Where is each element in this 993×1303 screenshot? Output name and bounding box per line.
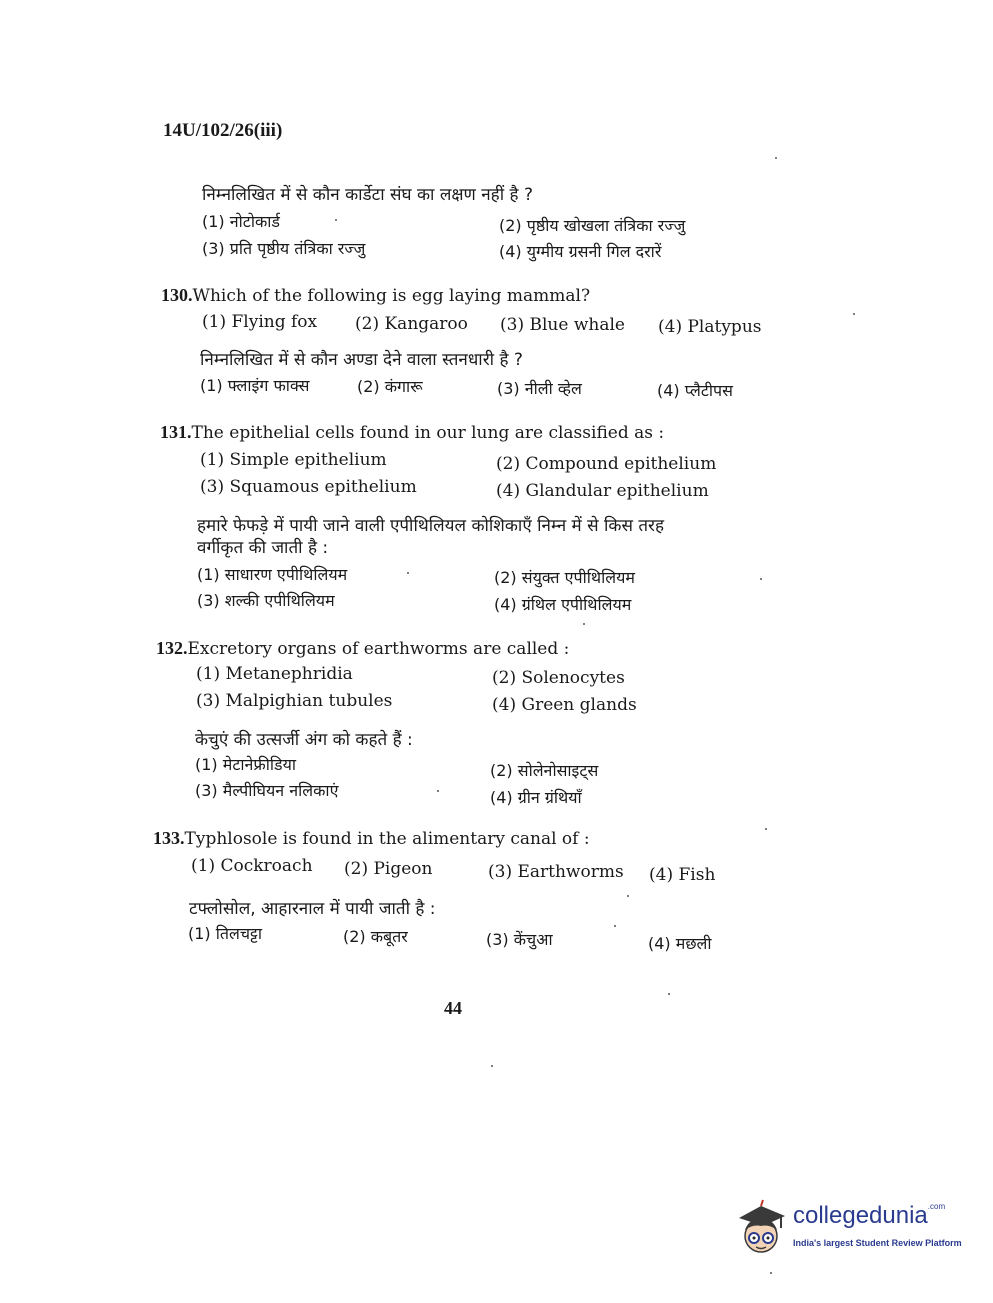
q133-option-3: (3) Earthworms <box>488 862 624 882</box>
q132-option-2: (2) Solenocytes <box>492 668 625 688</box>
q130-text: Which of the following is egg laying mammal? <box>192 286 591 306</box>
q133-number: 133. <box>153 828 185 848</box>
q133-option-1: (1) Cockroach <box>191 856 313 876</box>
q131-option-2: (2) Compound epithelium <box>496 454 717 474</box>
logo-wordmark: collegedunia$^{.com}$ <box>793 1202 946 1229</box>
scan-speck <box>335 219 337 221</box>
q130-option-4: (4) Platypus <box>658 317 762 337</box>
mascot-icon <box>733 1196 791 1258</box>
q131-number: 131. <box>160 422 192 442</box>
q129-hindi-option-4: (4) युग्मीय ग्रसनी गिल दरारें <box>499 242 662 261</box>
q131-hindi-question-line-1: हमारे फेफड़े में पायी जाने वाली एपीथिलियल कोशिकाएँ निम्न में से किस तरह <box>197 516 665 536</box>
q132-text: Excretory organs of earthworms are called : <box>187 639 570 659</box>
q132-hindi-option-2: (2) सोलेनोसाइट्स <box>490 761 599 780</box>
scan-speck <box>853 313 855 315</box>
scan-speck <box>407 572 409 574</box>
q130-hindi-option-4: (4) प्लैटीपस <box>657 381 733 400</box>
q130-hindi-option-3: (3) नीली व्हेल <box>497 379 582 398</box>
q131-text: The epithelial cells found in our lung are classified as : <box>191 423 665 443</box>
q130-hindi-option-2: (2) कंगारू <box>357 377 423 396</box>
q131-option-4: (4) Glandular epithelium <box>496 481 709 501</box>
q130-hindi-question: निम्नलिखित में से कौन अण्डा देने वाला स्तनधारी है ? <box>200 350 523 370</box>
q129-hindi-option-3: (3) प्रति पृष्ठीय तंत्रिका रज्जु <box>202 239 366 258</box>
q131-hindi-option-3: (3) शल्की एपीथिलियम <box>197 591 335 610</box>
logo-tagline: India's largest Student Review Platform <box>793 1238 962 1248</box>
scan-speck <box>437 790 439 792</box>
q133-hindi-option-1: (1) तिलचट्टा <box>188 924 262 943</box>
q132-option-1: (1) Metanephridia <box>196 664 353 684</box>
scan-speck <box>775 157 777 159</box>
q130-number: 130. <box>161 285 193 305</box>
paper-code: 14U/102/26(iii) <box>163 120 283 141</box>
q132-hindi-option-3: (3) मैल्पीघियन नलिकाएं <box>195 781 339 800</box>
page-number: 44 <box>444 998 462 1018</box>
q132-option-4: (4) Green glands <box>492 695 637 715</box>
q130-option-3: (3) Blue whale <box>500 315 625 335</box>
scan-speck <box>765 828 767 830</box>
q129-hindi-option-2: (2) पृष्ठीय खोखला तंत्रिका रज्जु <box>499 216 686 235</box>
scan-speck <box>760 578 762 580</box>
scan-speck <box>491 1065 493 1067</box>
q131-question <box>160 422 664 443</box>
q133-option-4: (4) Fish <box>649 865 716 885</box>
q131-hindi-option-4: (4) ग्रंथिल एपीथिलियम <box>494 595 632 614</box>
q132-number: 132. <box>156 638 188 658</box>
scan-speck <box>614 925 616 927</box>
scan-speck <box>627 895 629 897</box>
scan-speck <box>770 1272 772 1274</box>
q131-option-3: (3) Squamous epithelium <box>200 477 417 497</box>
q130-option-1: (1) Flying fox <box>202 312 318 332</box>
q133-hindi-question: टफ्लोसोल, आहारनाल में पायी जाती है : <box>189 899 436 919</box>
scan-speck <box>583 623 585 625</box>
q133-hindi-option-3: (3) केंचुआ <box>486 930 553 949</box>
q130-question <box>161 285 590 306</box>
q133-text: Typhlosole is found in the alimentary canal of : <box>184 829 590 849</box>
collegedunia-logo <box>733 1196 963 1266</box>
q132-hindi-question: केचुएं की उत्सर्जी अंग को कहते हैं : <box>195 730 413 750</box>
q131-hindi-question-line-2: वर्गीकृत की जाती है : <box>197 538 329 558</box>
q130-hindi-option-1: (1) फ्लाइंग फाक्स <box>200 376 310 395</box>
q133-hindi-option-2: (2) कबूतर <box>343 927 408 946</box>
q131-hindi-option-2: (2) संयुक्त एपीथिलियम <box>494 568 635 587</box>
q132-option-3: (3) Malpighian tubules <box>196 691 393 711</box>
q131-option-1: (1) Simple epithelium <box>200 450 387 470</box>
q132-hindi-option-1: (1) मेटानेफ्रीडिया <box>195 755 297 774</box>
q133-option-2: (2) Pigeon <box>344 859 433 879</box>
q132-question <box>156 638 569 659</box>
scan-speck <box>668 993 670 995</box>
q132-hindi-option-4: (4) ग्रीन ग्रंथियाँ <box>490 788 582 807</box>
q131-hindi-option-1: (1) साधारण एपीथिलियम <box>197 565 348 584</box>
q129-hindi-question: निम्नलिखित में से कौन कार्डेटा संघ का लक्षण नहीं है ? <box>202 185 533 205</box>
q129-hindi-option-1: (1) नोटोकार्ड <box>202 212 280 231</box>
q133-question <box>153 828 590 849</box>
q130-option-2: (2) Kangaroo <box>355 314 468 334</box>
q133-hindi-option-4: (4) मछली <box>648 934 712 953</box>
